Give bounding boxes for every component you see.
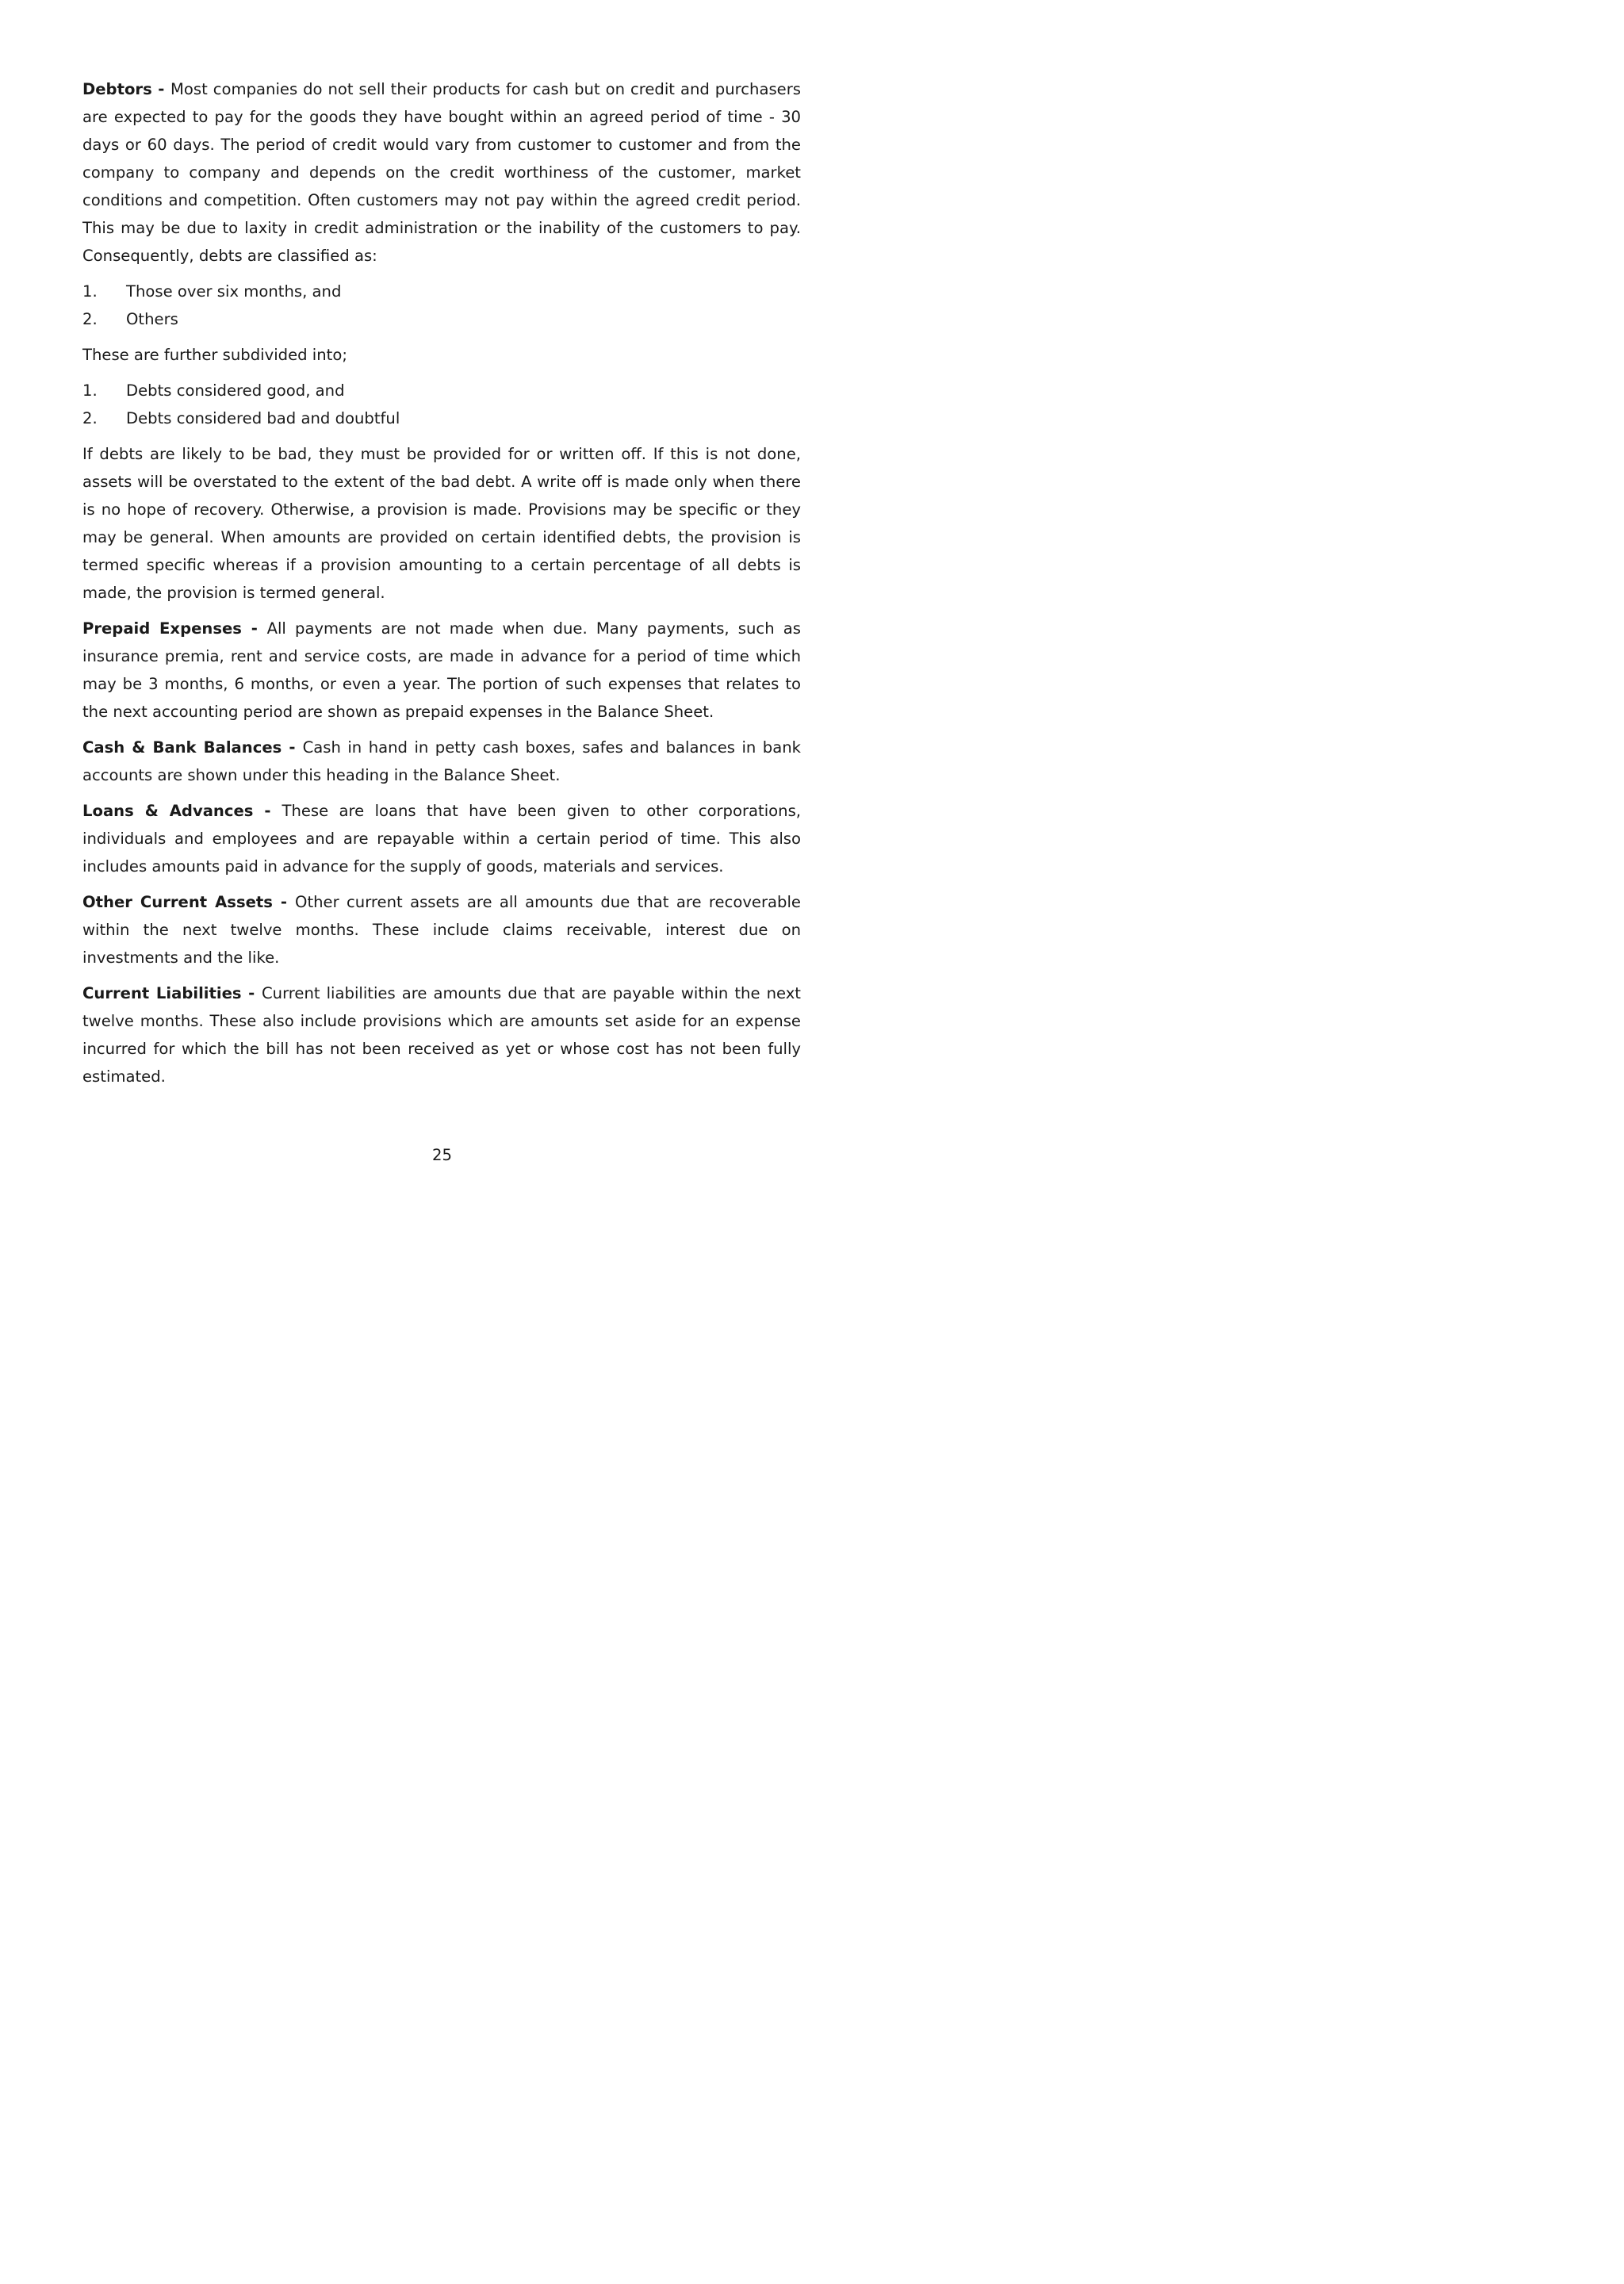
- list-item-number: 1.: [82, 282, 98, 301]
- other-current-assets-paragraph: [82, 888, 801, 971]
- list-item-text: Debts considered good, and: [126, 381, 345, 400]
- list-item-number: 1.: [82, 381, 98, 400]
- cash-bank-term: Cash & Bank Balances -: [82, 738, 303, 757]
- document-page: [82, 75, 801, 1098]
- list-item: [82, 377, 801, 404]
- cash-bank-paragraph: [82, 734, 801, 789]
- cash-bank-body: Cash in hand in petty cash boxes, safes and balances in bank accounts are shown under this heading in the Balance Sheet.: [82, 738, 802, 784]
- loans-advances-body: These are loans that have been given to other corporations, individuals and employees and are repayable within a certain period of time. This also includes amounts paid in advance for the supply of goods, materials and services.: [82, 802, 802, 876]
- list-item-number: 2.: [82, 409, 98, 427]
- debt-age-list: [82, 278, 801, 333]
- list-item-text: Debts considered bad and doubtful: [126, 409, 400, 427]
- debtors-body: Most companies do not sell their products for cash but on credit and purchasers are expected to pay for the goods they have bought within an agreed period of time - 30 days or 60 days. The period of credit would vary from customer to customer and from the company to company and depends on the credit worthiness of the customer, market conditions and competition. Often customers may not pay within the agreed credit period. This may be due to laxity in credit administration or the inability of the customers to pay. Consequently, debts are classified as:: [82, 80, 801, 265]
- debtors-paragraph: [82, 75, 801, 270]
- current-liabilities-body: Current liabilities are amounts due that are payable within the next twelve months. These also include provisions which are amounts set aside for an expense incurred for which the bill has not been received as yet or whose cost has not been fully estimated.: [82, 984, 801, 1086]
- prepaid-expenses-paragraph: [82, 615, 801, 726]
- list-item: [82, 305, 801, 333]
- other-current-assets-term: Other Current Assets -: [82, 893, 296, 911]
- loans-advances-paragraph: [82, 797, 801, 880]
- list-item-text: Those over six months, and: [126, 282, 342, 301]
- prepaid-expenses-term: Prepaid Expenses -: [82, 619, 267, 638]
- loans-advances-term: Loans & Advances -: [82, 802, 282, 820]
- current-liabilities-term: Current Liabilities -: [82, 984, 262, 1002]
- bad-debts-paragraph: If debts are likely to be bad, they must be provided for or written off. If this is not done, assets will be overstated to the extent of the bad debt. A write off is made only when there is no hope of recovery. Otherwise, a provision is made. Provisions may be specific or they may be general. When amounts are provided on certain identified debts, the provision is termed specific whereas if a provision amounting to a certain percentage of all debts is made, the provision is termed general.: [82, 445, 801, 602]
- debtors-term: Debtors -: [82, 80, 170, 98]
- list-item: [82, 404, 801, 432]
- other-current-assets-body: Other current assets are all amounts due that are recoverable within the next twelve months. These include claims receivable, interest due on investments and the like.: [82, 893, 801, 967]
- list-item-text: Others: [126, 310, 178, 328]
- debt-quality-list: [82, 377, 801, 432]
- list-item-number: 2.: [82, 310, 98, 328]
- subdivided-intro: These are further subdivided into;: [82, 346, 347, 364]
- current-liabilities-paragraph: [82, 979, 801, 1090]
- list-item: [82, 278, 801, 305]
- prepaid-expenses-body: All payments are not made when due. Many payments, such as insurance premia, rent and service costs, are made in advance for a period of time which may be 3 months, 6 months, or even a year. The portion of such expenses that relates to the next accounting period are shown as prepaid expenses in the Balance Sheet.: [82, 619, 801, 721]
- page-number: 25: [432, 1146, 452, 1164]
